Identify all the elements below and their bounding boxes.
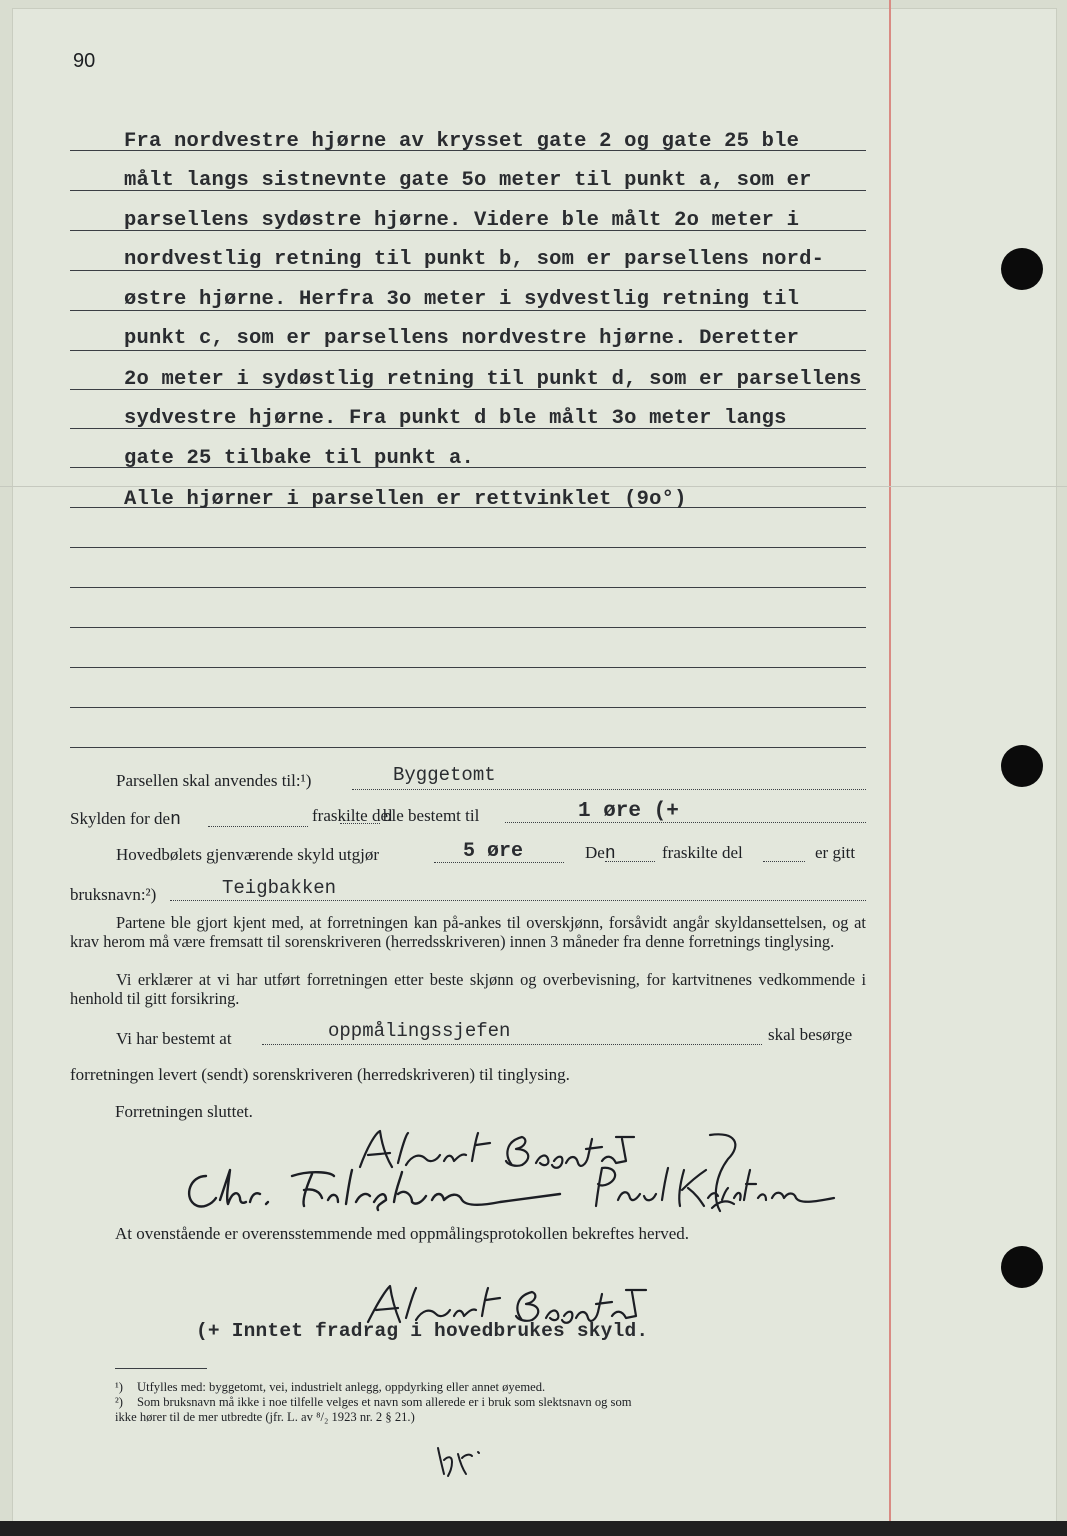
typed-line: nordvestlig retning til punkt b, som er parsellens nord-	[124, 248, 825, 271]
appeal-paragraph: Partene ble gjort kjent med, at forretningen kan på-ankes til overskjønn, forsåvidt angår skyldansettelsen, og at krav herom må være fremsatt til sorenskriveren (herredsskriveren) innen 3 måneder fra denne forretnings tinglysing.	[70, 913, 866, 951]
typed-line: Fra nordvestre hjørne av krysset gate 2 og gate 25 ble	[124, 130, 800, 153]
footnote-rule	[115, 1368, 207, 1369]
footnote-2: ²) Som bruksnavn må ikke i noe tilfelle velges et navn som allerede er i bruk som slektsnavn og som	[115, 1395, 632, 1409]
decided-label: Vi har bestemt at	[116, 1029, 232, 1048]
page-fold-line	[0, 486, 1067, 487]
ruled-line	[70, 587, 866, 588]
punch-hole-icon	[1001, 745, 1043, 787]
remaining-dotted-line	[605, 861, 655, 862]
signature-chr-eilertsen	[180, 1162, 580, 1222]
typed-line: gate 25 tilbake til punkt a.	[124, 447, 475, 470]
typed-line: sydvestre hjørne. Fra punkt d ble målt 3o meter langs	[124, 407, 787, 430]
use-label: Parsellen skal anvendes til:¹)	[116, 771, 312, 790]
remaining-value: 5 øre	[463, 840, 524, 863]
decided-value: oppmålingssjefen	[328, 1020, 511, 1042]
remaining-de: Den	[585, 843, 616, 864]
typed-line: 2o meter i sydøstlig retning til punkt d, som er parsellens	[124, 368, 862, 391]
remaining-dotted-line	[763, 861, 805, 862]
initials-mark	[432, 1440, 492, 1480]
remaining-label-b: fraskilte del	[662, 843, 743, 862]
typed-line: østre hjørne. Herfra 3o meter i sydvestlig retning til	[124, 288, 800, 311]
page-number: 90	[73, 50, 96, 72]
confirm-text: At ovenstående er overensstemmende med oppmålingsprotokollen bekreftes herved.	[115, 1224, 690, 1243]
name-dotted-line	[170, 900, 866, 901]
footnote-2-continued: ikke hører til de mer utbredte (jfr. L. av ⁸/₂ 1923 nr. 2 § 21.)	[115, 1410, 415, 1424]
typed-line: målt langs sistnevnte gate 5o meter til punkt a, som er	[124, 169, 812, 192]
ruled-line	[70, 627, 866, 628]
name-label: bruksnavn:²)	[70, 885, 157, 904]
typed-line: punkt c, som er parsellens nordvestre hjørne. Deretter	[124, 327, 800, 350]
ruled-line	[70, 667, 866, 668]
ruled-line	[70, 747, 866, 748]
decided-dotted-line	[262, 1044, 762, 1045]
concluded-text: Forretningen sluttet.	[115, 1102, 253, 1121]
signature-paul-kristiansen	[588, 1160, 848, 1220]
tax-label-c: ble bestemt til	[383, 806, 480, 825]
remaining-label: Hovedbølets gjenværende skyld utgjør	[116, 845, 379, 864]
use-value: Byggetomt	[393, 764, 496, 786]
margin-rule	[889, 0, 891, 1536]
ruled-line	[70, 547, 866, 548]
punch-hole-icon	[1001, 248, 1043, 290]
name-value: Teigbakken	[222, 877, 337, 899]
decided-suffix: skal besørge	[768, 1025, 853, 1044]
tax-label: Skylden for den	[70, 809, 181, 830]
typed-note: (+ Inntet fradrag i hovedbrukes skyld.	[196, 1320, 649, 1342]
ruled-line	[70, 707, 866, 708]
tax-label-b: fraskilte del	[312, 806, 393, 825]
ruled-line	[70, 350, 866, 351]
scan-bottom-edge	[0, 1521, 1067, 1536]
typed-line: Alle hjørner i parsellen er rettvinklet (9o°)	[124, 488, 687, 511]
tax-dotted-line	[340, 823, 380, 824]
remaining-label-c: er gitt	[815, 843, 856, 862]
use-dotted-line	[352, 789, 866, 790]
tax-dotted-line	[208, 826, 308, 827]
delivered-text: forretningen levert (sendt) sorenskriveren (herredskriveren) til tinglysing.	[70, 1065, 570, 1084]
footnote-1: ¹) Utfylles med: byggetomt, vei, industrielt anlegg, oppdyrking eller annet øyemed.	[115, 1380, 546, 1394]
typed-line: parsellens sydøstre hjørne. Videre ble målt 2o meter i	[124, 209, 800, 232]
tax-value: 1 øre (+	[578, 800, 679, 823]
declaration-paragraph: Vi erklærer at vi har utført forretningen etter beste skjønn og overbevisning, for kartvitnenes vedkommende i henhold til gitt forsikring.	[70, 970, 866, 1008]
tax-dotted-line	[505, 822, 866, 823]
punch-hole-icon	[1001, 1246, 1043, 1288]
